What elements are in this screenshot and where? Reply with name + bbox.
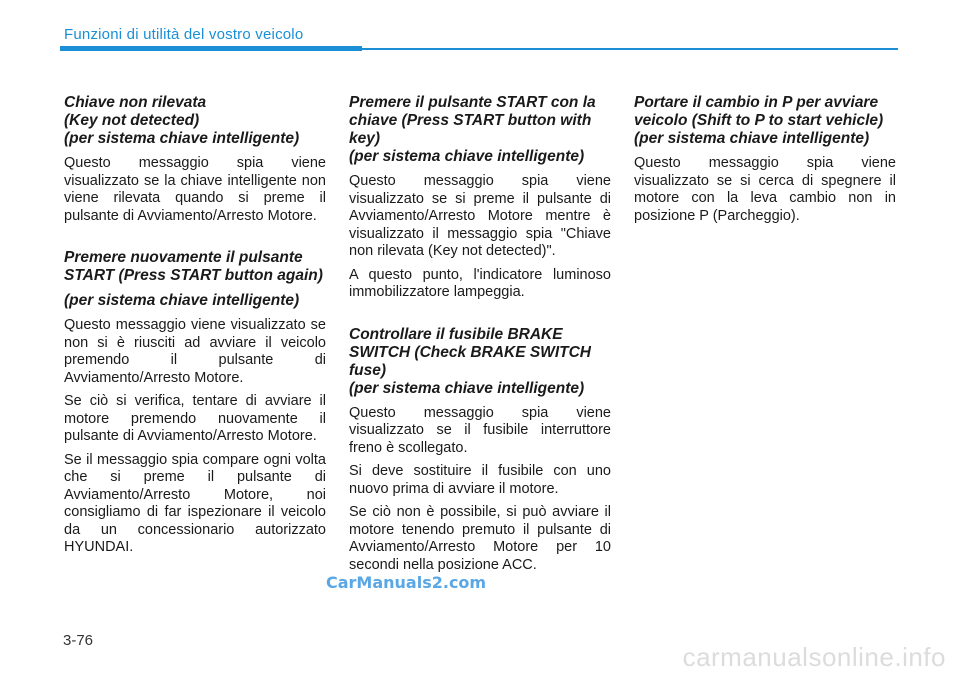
paragraph: Questo messaggio spia viene visualizzato se si preme il pulsante di Avviamento/Arresto Motore mentre è visualizzato il messaggio spia "Chiave non rilevata (Key not detected)". [349, 173, 611, 259]
watermark-carmanuals2[interactable]: CarManuals2.com [326, 573, 487, 592]
heading-press-start-again: Premere nuovamente il pulsante START (Press START button again) [64, 249, 323, 284]
heading-shift-to-p: Portare il cambio in P per avviare veicolo (Shift to P to start vehicle) (per sistema chiave intelligente) [634, 94, 884, 147]
heading-key-not-detected: Chiave non rilevata (Key not detected) (per sistema chiave intelligente) [64, 94, 300, 147]
paragraph: Questo messaggio spia viene visualizzato se il fusibile interruttore freno è scollegato. [349, 404, 611, 456]
watermark-carmanualsonline: carmanualsonline.info [682, 642, 946, 672]
header-rule-thin [362, 48, 898, 50]
column-3 [634, 94, 896, 231]
paragraph: Se ciò si verifica, tentare di avviare il motore premendo nuovamente il pulsante di Avviamento/Arresto Motore. [64, 393, 326, 444]
column-1 [64, 94, 326, 563]
section-title: Funzioni di utilità del vostro veicolo [64, 26, 304, 43]
paragraph: A questo punto, l'indicatore luminoso immobilizzatore lampeggia. [349, 266, 611, 300]
paragraph: Se ciò non è possibile, si può avviare il motore tenendo premuto il pulsante di Avviamento/Arresto Motore per 10 secondi nella posizione ACC. [349, 504, 611, 573]
paragraph: Si deve sostituire il fusibile con uno nuovo prima di avviare il motore. [349, 463, 611, 497]
column-2 [349, 94, 611, 580]
heading-check-brake-switch-fuse: Controllare il fusibile BRAKE SWITCH (Check BRAKE SWITCH fuse) (per sistema chiave intelligente) [349, 325, 591, 397]
paragraph: Se il messaggio spia compare ogni volta che si preme il pulsante di Avviamento/Arresto Motore, noi consigliamo di far ispezionare il veicolo da un concessionario autorizzato HYUNDAI. [64, 451, 326, 555]
paragraph: Questo messaggio spia viene visualizzato se la chiave intelligente non viene rilevata quando si preme il pulsante di Avviamento/Arresto Motore. [64, 155, 326, 224]
paragraph: Questo messaggio viene visualizzato se non si è riusciti ad avviare il veicolo premendo il pulsante di Avviamento/Arresto Motore. [64, 317, 326, 386]
page-number: 3-76 [63, 632, 94, 649]
heading-press-start-with-key: Premere il pulsante START con la chiave (Press START button with key) (per sistema chiave intelligente) [349, 94, 596, 165]
header-rule-thick [60, 46, 362, 51]
paragraph: Questo messaggio spia viene visualizzato se si cerca di spegnere il motore con la leva cambio non in posizione P (Parcheggio). [634, 155, 896, 224]
subheading-smart-key: (per sistema chiave intelligente) [64, 292, 300, 309]
